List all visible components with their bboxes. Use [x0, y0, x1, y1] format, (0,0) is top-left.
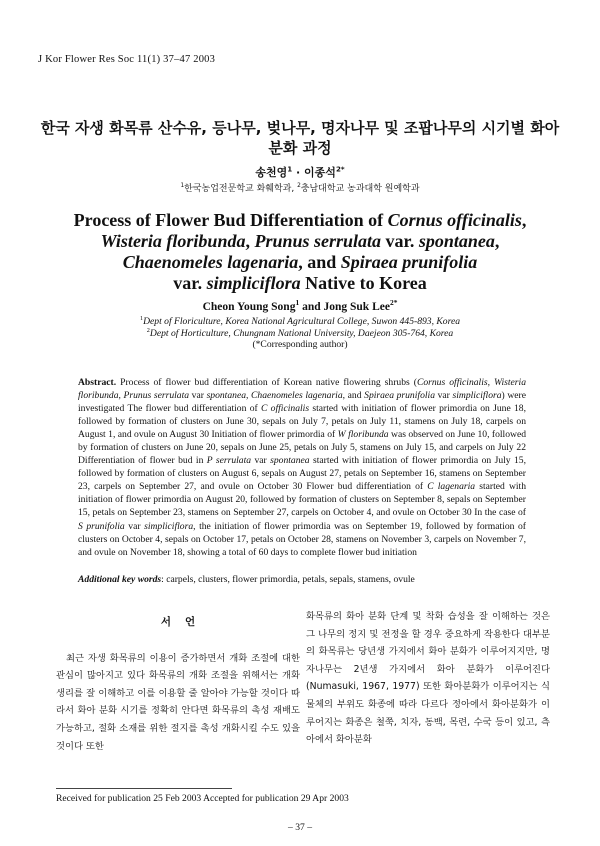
title-comma-3: , — [494, 231, 500, 251]
intro-left-column — [56, 608, 300, 755]
keywords-text: : carpels, clusters, flower primordia, petals, sepals, stamens, ovule — [161, 574, 415, 585]
korean-author-separator: · — [292, 166, 305, 179]
abstract-species: Cornus officinalis, Wisteria floribunda, Prunus serrulata — [78, 377, 526, 402]
abstract-text: , and — [342, 390, 365, 402]
title-comma-1: , — [521, 210, 527, 230]
abstract-species: simpliciflora — [144, 520, 194, 532]
korean-author-1-sup: 1 — [287, 164, 293, 174]
abstract-label: Abstract. — [78, 377, 117, 388]
page-number: – 37 – — [288, 822, 312, 833]
title-and: , and — [298, 252, 341, 272]
footnote-divider — [56, 788, 232, 789]
abstract-text: started with initiation of flower primordia on August 20, followed by formation of clusters on September 8, sepals on September 15, petals on September 23, stamens on September 27, carpels on October 4, and ovule on October 30 In the case of — [78, 481, 526, 519]
abstract-species: C lagenaria — [427, 481, 476, 493]
english-author-1: Cheon Young Song — [202, 301, 296, 313]
abstract-species: C officinalis — [260, 403, 310, 415]
abstract-species: simpliciflora — [452, 390, 502, 402]
english-author-2-sup: 2* — [389, 298, 398, 308]
abstract-species: S prunifolia — [78, 520, 125, 532]
abstract — [78, 376, 526, 559]
abstract-text: var — [189, 390, 207, 402]
english-author-and: and — [299, 301, 324, 313]
title-species-4: spontanea — [418, 231, 495, 251]
english-title — [40, 210, 560, 294]
english-aff-2-sup: 2 — [146, 326, 150, 334]
english-aff-2: Dept of Horticulture, Chungnam National University, Daejeon 305-764, Korea — [149, 327, 454, 339]
title-var-1: var. — [381, 231, 419, 251]
title-text-2: Native to Korea — [300, 273, 427, 293]
korean-aff-2: 충남대학교 농과대학 원예학과 — [300, 184, 420, 194]
corresponding-author-note: (*Corresponding author) — [252, 339, 348, 350]
title-species-2: Wisteria floribunda — [100, 231, 246, 251]
abstract-text: ) were investigated The flower bud differentiation of — [78, 390, 527, 415]
title-text-1: Process of Flower Bud Differentiation of — [73, 210, 388, 230]
journal-citation: J Kor Flower Res Soc 11(1) 37–47 2003 — [38, 54, 216, 65]
korean-aff-1: 한국농업전문학교 화훼학과, — [184, 184, 298, 194]
english-aff-2-line — [0, 328, 600, 340]
intro-heading: 서언 — [160, 616, 210, 628]
title-species-1: Cornus officinalis — [387, 210, 522, 230]
abstract-text: was observed on June 10, followed by formation of clusters on June 20, sepals on June 25, petals on July 5, stamens on July 15, and carpels on July 22 Differentiation of flower bud in — [78, 429, 527, 467]
english-author-1-sup: 1 — [295, 298, 300, 308]
korean-author-1: 송천영 — [255, 166, 288, 179]
abstract-text: started with initiation of flower primordia on June 18, followed by formation of clusters on June 30, sepals on July 7, petals on July 11, stamens on July 18, carpels on August 1, and ovule on August 30 Initiation of flower primordia of — [78, 403, 526, 441]
korean-aff-2-sup: 2 — [297, 183, 301, 189]
english-author-2: Jong Suk Lee — [323, 301, 390, 313]
korean-author-2-sup: 2* — [335, 164, 345, 174]
korean-title: 한국 자생 화목류 산수유, 등나무, 벚나무, 명자나무 및 조팝나무의 시기별 화아 분화 과정 — [40, 119, 560, 157]
abstract-species: spontanea, Chaenomeles lagenaria — [206, 390, 343, 402]
intro-right-paragraph: 화목류의 화아 분화 단계 및 착화 습성을 잘 이해하는 것은 그 나무의 정지 및 전정을 할 경우 중요하게 작용한다 대부분의 화목류는 당년생 가지에서 화아 분화가 이루어지지만, 명자나무는 2년생 가지에서 화아 분화가 이루어진다(Numasuki, 1967, 1977) 또한 화아분화가 이루어지는 식물체의 부위도 화종에 따라 다르다 정아에서 화아분화가 이루어지는 화종은 철쭉, 치자, 동백, 목련, 수국 등이 있고, 측아에서 화아분화 — [306, 611, 550, 746]
abstract-text: Process of flower bud differentiation of Korean native flowering shrubs ( — [116, 377, 417, 388]
received-note: Received for publication 25 Feb 2003 Accepted for publication 29 Apr 2003 — [56, 793, 349, 804]
korean-affiliations — [0, 181, 600, 194]
abstract-text: var — [435, 390, 453, 402]
korean-authors — [0, 164, 600, 180]
title-comma-2: , — [245, 231, 255, 251]
keywords-label: Additional key words — [78, 574, 162, 585]
english-affiliations — [0, 316, 600, 351]
english-aff-1: Dept of Floriculture, Korea National Agricultural College, Suwon 445-893, Korea — [143, 316, 461, 327]
abstract-species: P serrulata — [206, 455, 252, 467]
title-species-7: simpliciflora — [206, 273, 301, 293]
english-authors — [0, 298, 600, 313]
english-aff-1-line — [0, 316, 600, 328]
abstract-text: , the initiation of flower primordia was on September 19, followed by formation of clusters on October 4, sepals on October 17, petals on October 28, stamens on November 3, carpels on November 7, and ovule on November 18, showing a total of 60 days to complete flower bud initiation — [78, 520, 527, 558]
title-species-3: Prunus serrulata — [254, 231, 382, 251]
abstract-text: var — [251, 455, 271, 467]
korean-aff-1-sup: 1 — [180, 183, 185, 189]
keywords — [78, 574, 526, 585]
abstract-species: Spiraea prunifolia — [364, 390, 435, 402]
title-species-5: Chaenomeles lagenaria — [122, 252, 299, 272]
abstract-species: W floribunda — [337, 429, 389, 441]
english-aff-1-sup: 1 — [139, 314, 144, 322]
title-var-2: var. — [173, 273, 207, 293]
korean-author-2: 이종석 — [304, 166, 336, 179]
abstract-species: spontanea — [270, 455, 310, 467]
abstract-text: var — [124, 520, 145, 532]
intro-left-paragraph: 최근 자생 화목류의 이용이 증가하면서 개화 조절에 대한 관심이 많아지고 있다 화목류의 개화 조절을 위해서는 개화 생리를 잘 이해하고 이를 이용할 줄 알아야 가능할 것이다 따라서 화아 분화 시기를 정확히 안다면 화목류의 촉성 재배도 가능하고, 절화 소재를 위한 절지를 촉성 개화시킬 수도 있을 것이다 또한 — [56, 652, 300, 752]
intro-right-column — [306, 608, 550, 749]
abstract-text: started with initiation of flower primordia on July 15, followed by formation of clusters on August 6, sepals on August 27, petals on September 16, stamens on September 23, carpels on September 27, and ovule on October 30 Flower bud differentiation of — [78, 455, 527, 493]
title-species-6: Spiraea prunifolia — [340, 252, 478, 272]
